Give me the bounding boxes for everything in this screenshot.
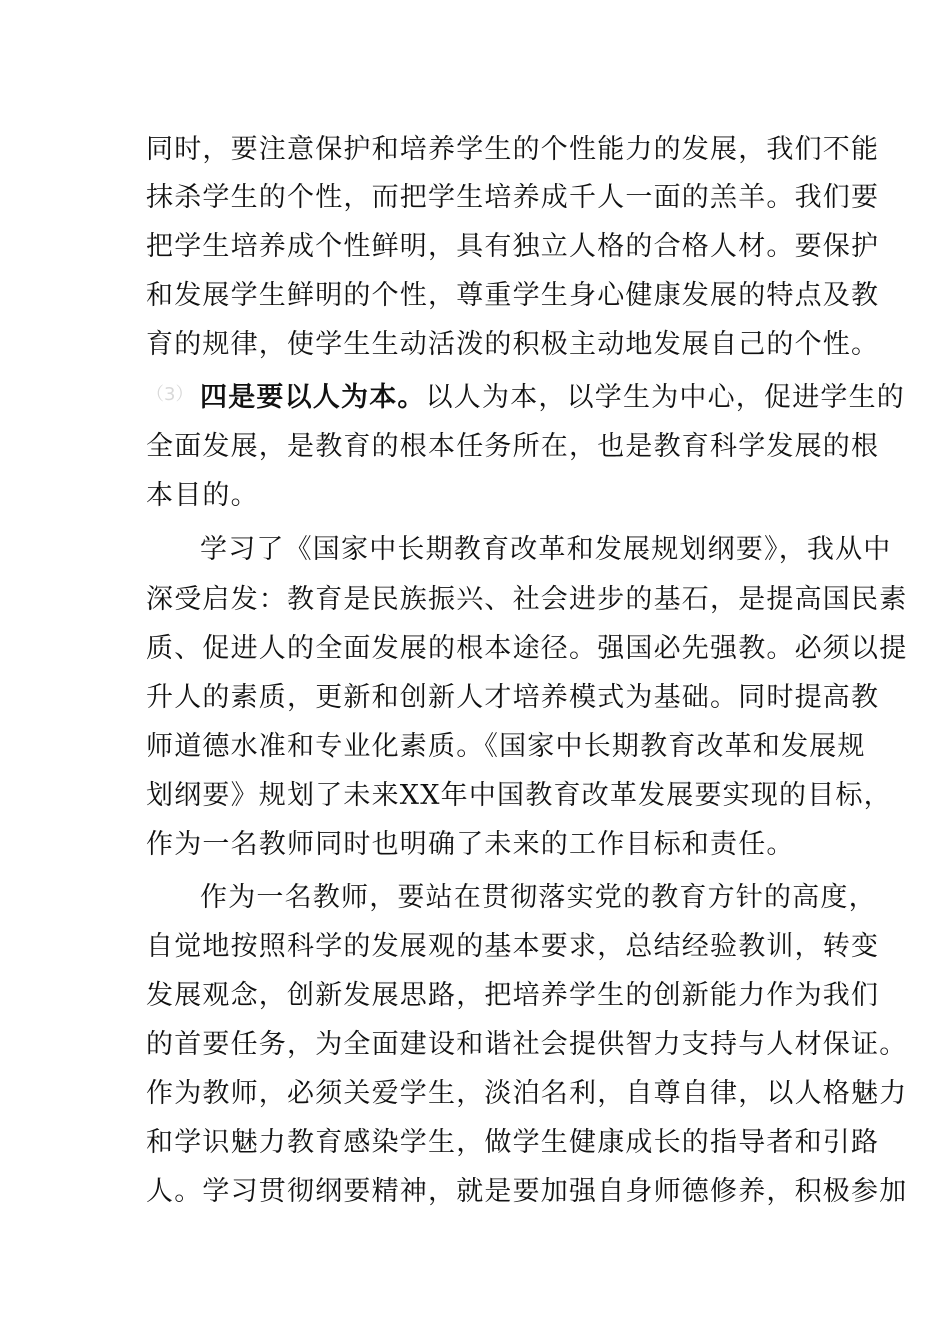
- text-line: 质、促进人的全面发展的根本途径。强国必先强教。必须以提: [146, 633, 908, 664]
- text-line: 的首要任务，为全面建设和谐社会提供智力支持与人材保证。: [146, 1029, 908, 1060]
- text-line: 把学生培养成个性鲜明，具有独立人格的合格人材。要保护: [146, 231, 880, 262]
- text-line: 全面发展，是教育的根本任务所在，也是教育科学发展的根: [146, 431, 880, 462]
- faint-list-marker: （3）: [146, 384, 194, 405]
- point-four-text: 以人为本，以学生为中心，促进学生的: [425, 382, 906, 413]
- text-line: 和学识魅力教育感染学生，做学生健康成长的指导者和引路: [146, 1127, 880, 1158]
- text-line: 育的规律，使学生生动活泼的积极主动地发展自己的个性。: [146, 329, 880, 360]
- paragraph-first-line: 学习了《国家中长期教育改革和发展规划纲要》，我从中: [200, 534, 892, 565]
- text-line: 深受启发：教育是民族振兴、社会进步的基石，是提高国民素: [146, 584, 908, 615]
- text-line: 发展观念，创新发展思路，把培养学生的创新能力作为我们: [146, 980, 880, 1011]
- point-four-first-line: [200, 378, 906, 418]
- text-line: 自觉地按照科学的发展观的基本要求，总结经验教训，转变: [146, 931, 880, 962]
- point-four-heading: 四是要以人为本。: [200, 382, 426, 413]
- text-line: 作为一名教师同时也明确了未来的工作目标和责任。: [146, 829, 795, 860]
- text-line: 师道德水准和专业化素质。《国家中长期教育改革和发展规: [146, 731, 866, 762]
- text-line: 和发展学生鲜明的个性，尊重学生身心健康发展的特点及教: [146, 280, 880, 311]
- text-line: 划纲要》规划了未来XX年中国教育改革发展要实现的目标，: [146, 780, 892, 811]
- text-line: 人。学习贯彻纲要精神，就是要加强自身师德修养，积极参加: [146, 1176, 908, 1207]
- text-line: 本目的。: [146, 480, 259, 511]
- text-line: 作为教师，必须关爱学生，淡泊名利，自尊自律，以人格魅力: [146, 1078, 908, 1109]
- paragraph-first-line: 作为一名教师，要站在贯彻落实党的教育方针的高度，: [200, 882, 877, 913]
- text-line: 升人的素质，更新和创新人才培养模式为基础。同时提高教: [146, 682, 880, 713]
- text-line: 抹杀学生的个性，而把学生培养成千人一面的羔羊。我们要: [146, 182, 880, 213]
- text-line: 同时，要注意保护和培养学生的个性能力的发展，我们不能: [146, 134, 880, 165]
